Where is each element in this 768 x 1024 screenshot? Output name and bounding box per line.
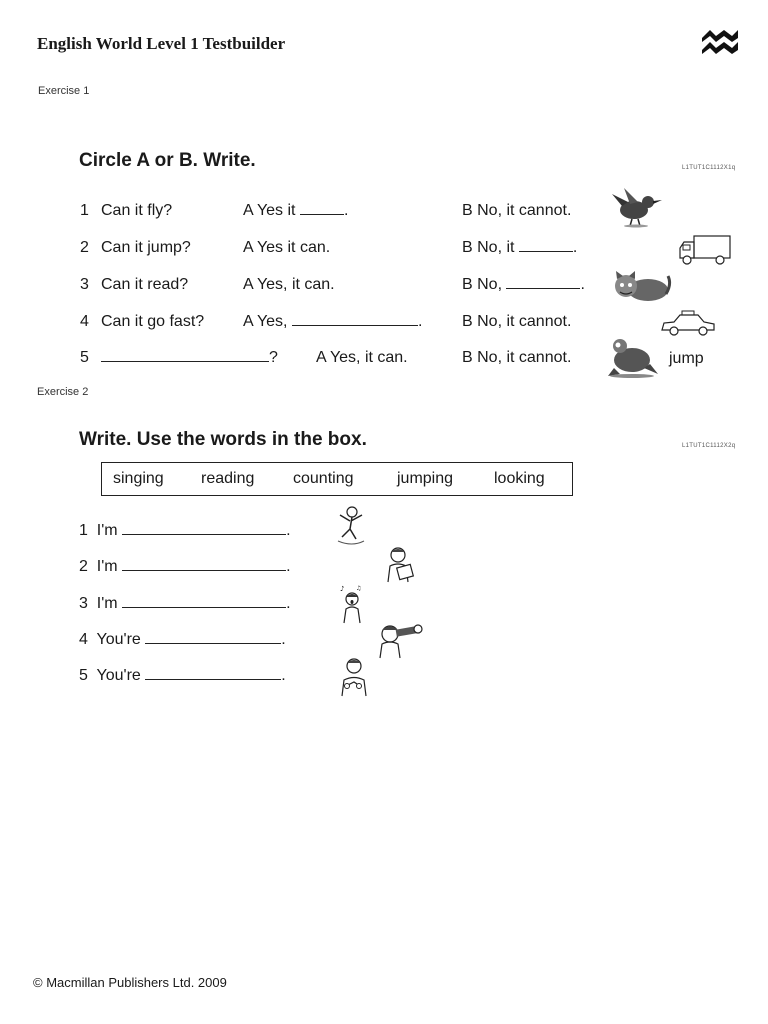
ex1-row-5-extra-word: jump [669,350,704,367]
answer-blank[interactable] [292,314,418,326]
exercise-2-code: L1TUT1C1112X2q [682,443,736,449]
answer-blank[interactable] [145,668,281,680]
car-icon [660,310,716,338]
ex1-row-5-number: 5 [80,349,89,366]
ex1-row-4-question: Can it go fast? [101,313,205,330]
ex2-row-1: 1 I'm . [79,522,291,539]
child-looking-icon [376,620,424,660]
ex1-row-5-option-a: A Yes, it can. [316,349,408,366]
copyright-footer: © Macmillan Publishers Ltd. 2009 [33,975,227,990]
ex1-row-2-option-a: A Yes it can. [243,239,331,256]
ex1-row-5-option-b: B No, it cannot. [462,349,572,366]
answer-blank[interactable] [506,277,580,289]
answer-blank[interactable] [300,203,344,215]
word-box [101,462,573,496]
ex1-row-4-option-a: A Yes, . [243,313,423,330]
child-jumping-icon [334,505,368,547]
svg-text:♪: ♪ [340,585,345,593]
exercise-1-code: L1TUT1C1112X1q [682,165,736,171]
bird-icon [610,186,664,228]
ex1-row-3-option-a: A Yes, it can. [243,276,335,293]
answer-blank[interactable] [519,240,573,252]
ex2-row-5: 5 You're . [79,667,286,684]
ex1-row-4-option-b: B No, it cannot. [462,313,572,330]
macmillan-logo-icon [700,28,740,54]
exercise-1-instruction: Circle A or B. Write. [79,150,256,171]
ex1-row-4-number: 4 [80,313,89,330]
ex1-row-1-option-a: A Yes it . [243,202,349,219]
answer-blank[interactable] [122,596,286,608]
ex1-row-2-number: 2 [80,239,89,256]
answer-blank[interactable] [101,350,269,362]
frog-icon [606,334,660,378]
ex1-row-1-option-b: B No, it cannot. [462,202,572,219]
ex1-row-1-number: 1 [80,202,89,219]
word-box-item: counting [293,470,354,487]
child-reading-icon [384,546,416,584]
ex2-row-2: 2 I'm . [79,558,291,575]
exercise-2-label: Exercise 2 [37,386,89,398]
child-counting-icon [336,656,370,698]
ex1-row-3-question: Can it read? [101,276,189,293]
word-box-item: singing [113,470,164,487]
ex1-row-1-question: Can it fly? [101,202,173,219]
exercise-1-label: Exercise 1 [38,85,90,97]
ex1-row-5-question: ? [101,349,278,367]
ex2-row-3: 3 I'm . [79,595,291,612]
document-title: English World Level 1 Testbuilder [37,34,286,53]
cat-icon [610,270,672,304]
exercise-2-instruction: Write. Use the words in the box. [79,429,367,450]
word-box-item: reading [201,470,255,487]
word-box-item: looking [494,470,545,487]
svg-text:♫: ♫ [356,585,362,592]
ex2-row-4: 4 You're . [79,631,286,648]
word-box-item: jumping [397,470,454,487]
answer-blank[interactable] [145,632,281,644]
ex1-row-3-number: 3 [80,276,89,293]
ex1-row-3-option-b: B No, . [462,276,585,293]
ex1-row-2-question: Can it jump? [101,239,191,256]
truck-icon [678,234,732,266]
ex1-row-2-option-b: B No, it . [462,239,578,256]
answer-blank[interactable] [122,559,286,571]
child-singing-icon [338,585,366,625]
answer-blank[interactable] [122,523,286,535]
